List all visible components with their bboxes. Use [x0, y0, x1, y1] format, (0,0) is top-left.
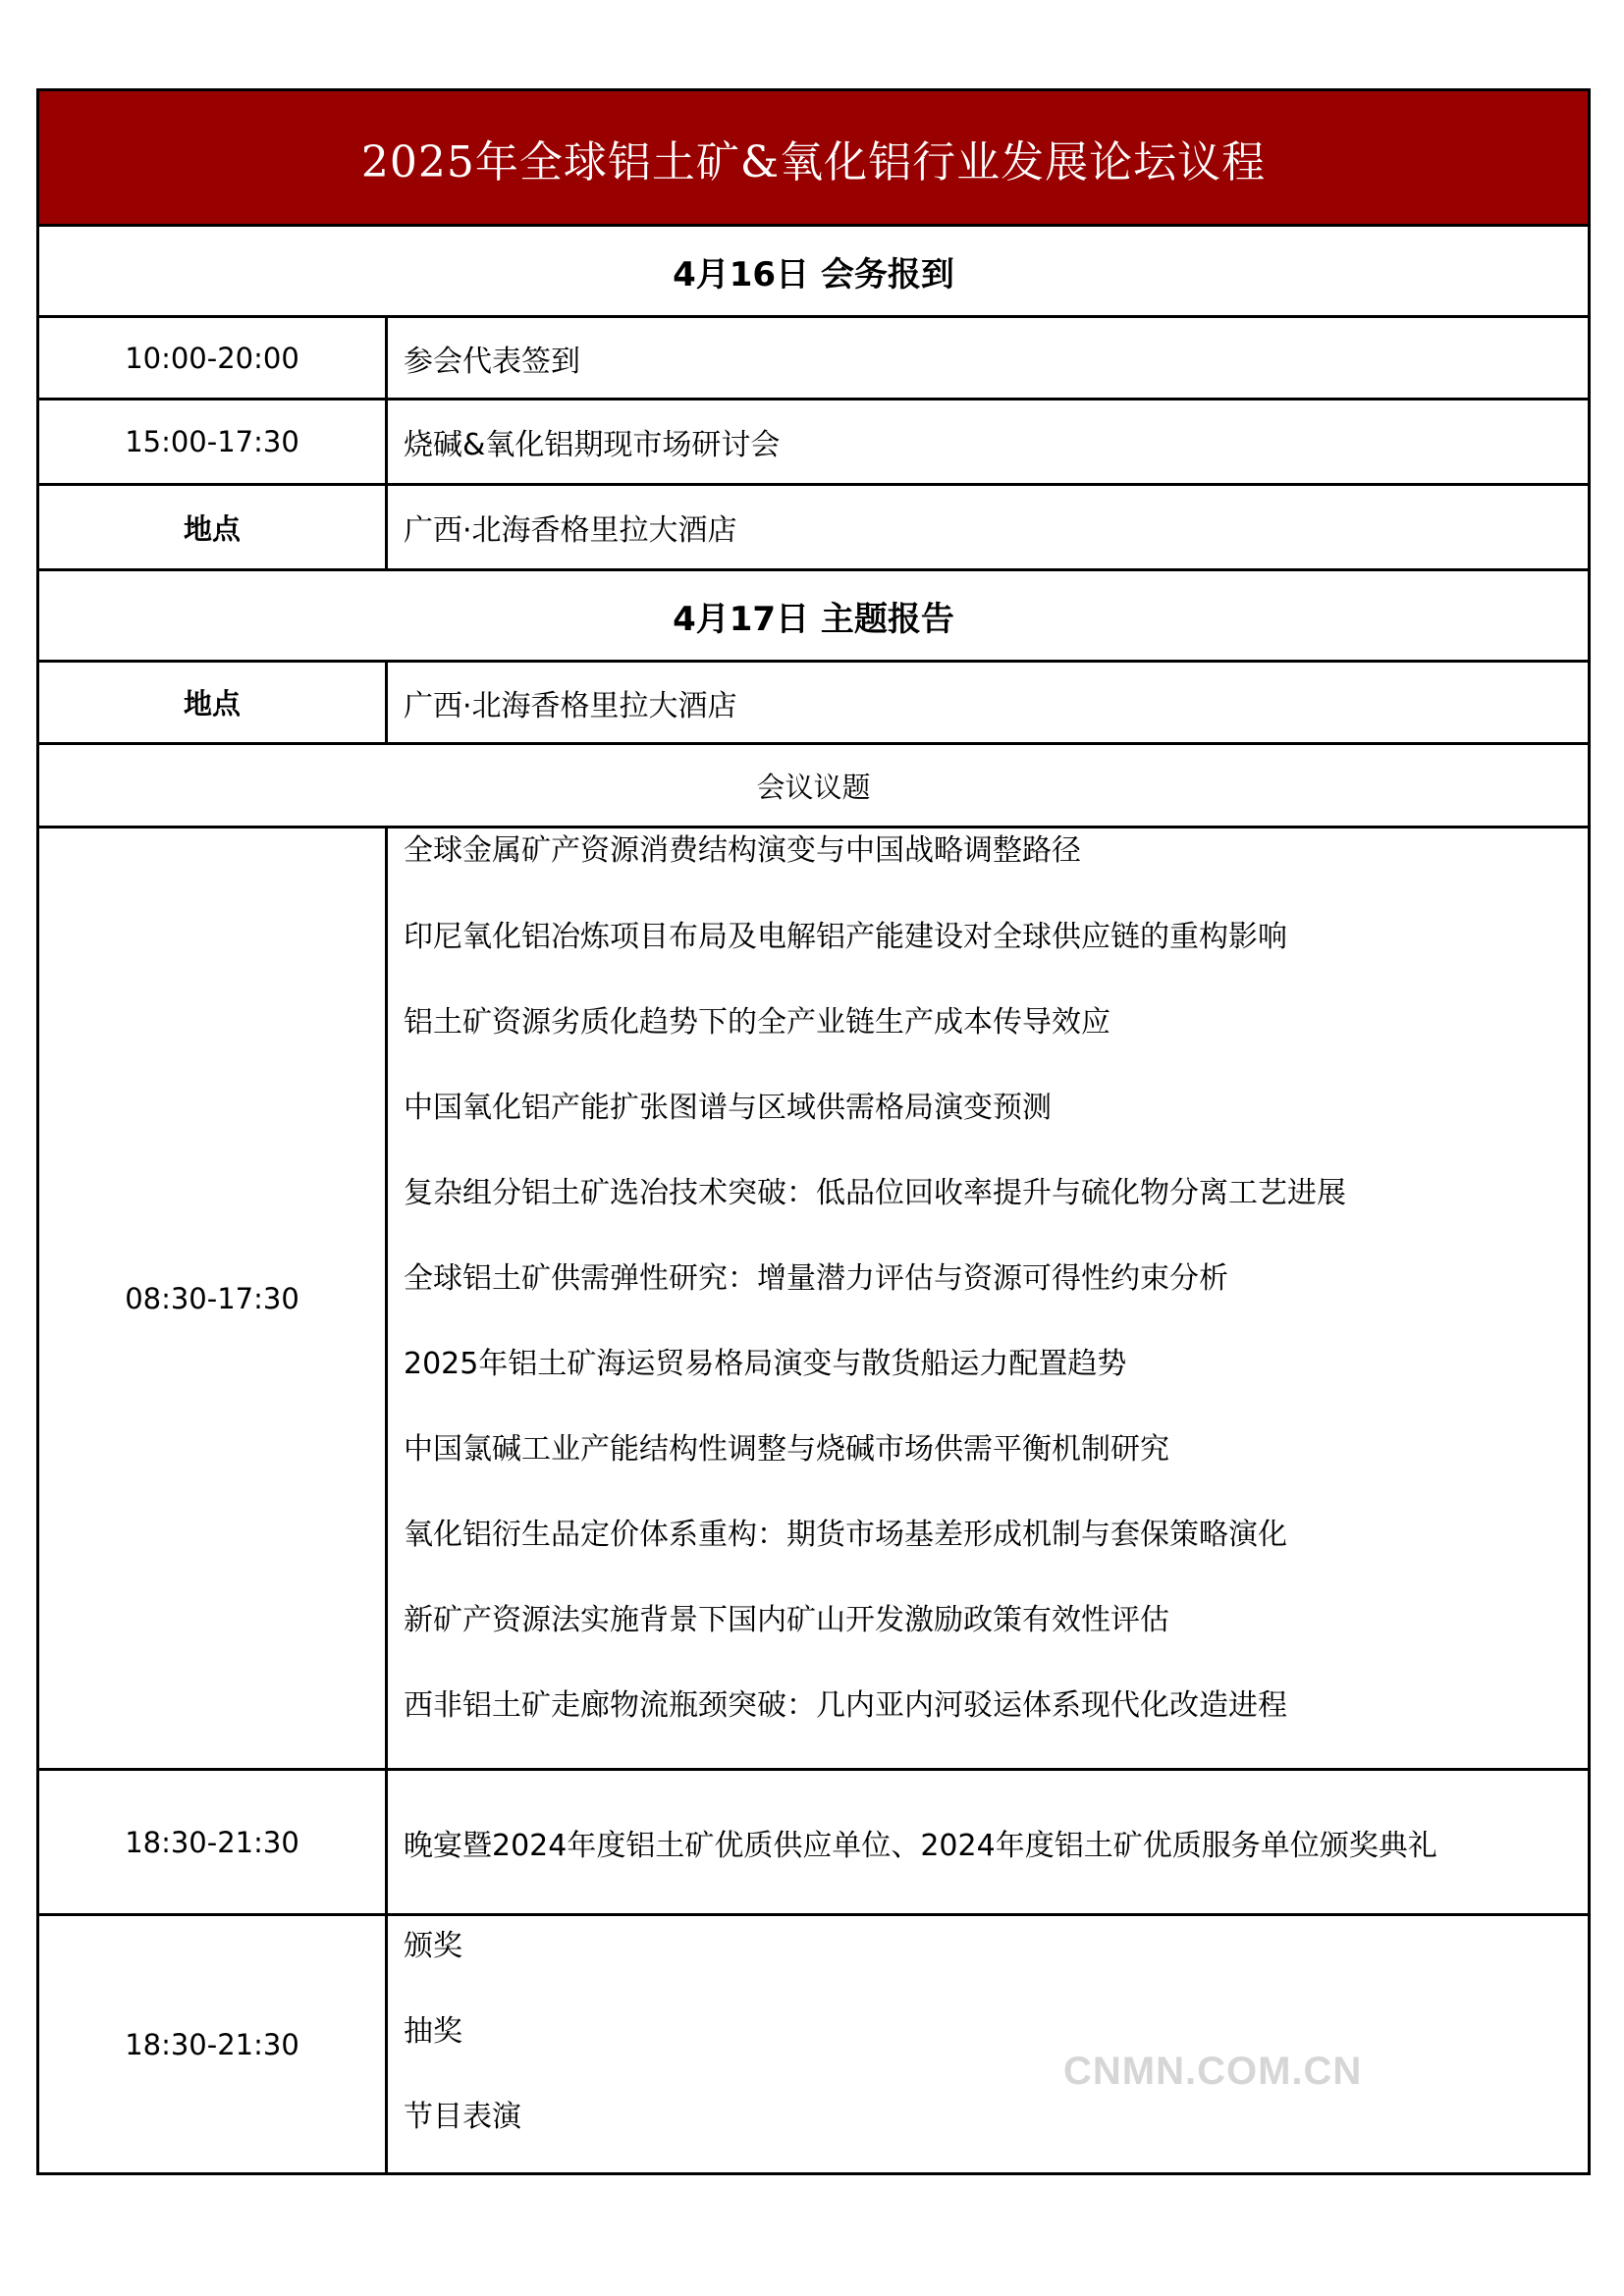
day1-venue: 广西·北海香格里拉大酒店 [387, 485, 1590, 570]
topic-item: 氧化铝衍生品定价体系重构：期货市场基差形成机制与套保策略演化 [404, 1518, 1287, 1552]
banquet-content: 晚宴暨2024年度铝土矿优质供应单位、2024年度铝土矿优质服务单位颁奖典礼 [387, 1770, 1590, 1915]
program-item: 颁奖 [404, 1929, 462, 1963]
program-item: 节目表演 [404, 2100, 521, 2134]
session-time: 08:30-17:30 [38, 828, 387, 1770]
topic-item: 复杂组分铝土矿选冶技术突破：低品位回收率提升与硫化物分离工艺进展 [404, 1176, 1346, 1210]
day1-header: 4月16日 会务报到 [38, 226, 1590, 317]
topic-item: 铝土矿资源劣质化趋势下的全产业链生产成本传导效应 [404, 1005, 1110, 1040]
topic-item: 中国氧化铝产能扩张图谱与区域供需格局演变预测 [404, 1091, 1052, 1125]
day1-row1-content: 参会代表签到 [387, 317, 1590, 400]
day2-venue: 广西·北海香格里拉大酒店 [387, 662, 1590, 744]
agenda-table [36, 88, 1591, 2175]
topics-cell [387, 828, 1590, 1770]
agenda-page [36, 88, 1588, 2175]
banquet-time: 18:30-21:30 [38, 1770, 387, 1915]
site-watermark: CNMN.COM.CN [1063, 2050, 1363, 2093]
program-item: 抽奖 [404, 2014, 462, 2049]
topic-item: 全球铝土矿供需弹性研究：增量潜力评估与资源可得性约束分析 [404, 1261, 1228, 1296]
day1-row2-time: 15:00-17:30 [38, 400, 387, 485]
day1-venue-label: 地点 [38, 485, 387, 570]
topic-item: 新矿产资源法实施背景下国内矿山开发激励政策有效性评估 [404, 1603, 1169, 1637]
topic-list [388, 828, 1588, 1768]
topic-item: 西非铝土矿走廊物流瓶颈突破：几内亚内河驳运体系现代化改造进程 [404, 1688, 1287, 1723]
topic-item: 印尼氧化铝冶炼项目布局及电解铝产能建设对全球供应链的重构影响 [404, 920, 1287, 954]
day1-row2-content: 烧碱&氧化铝期现市场研讨会 [387, 400, 1590, 485]
program-cell [387, 1915, 1590, 2174]
day2-header: 4月17日 主题报告 [38, 570, 1590, 662]
program-list [388, 1916, 1588, 2172]
day2-venue-label: 地点 [38, 662, 387, 744]
topic-item: 中国氯碱工业产能结构性调整与烧碱市场供需平衡机制研究 [404, 1432, 1169, 1467]
topic-item: 全球金属矿产资源消费结构演变与中国战略调整路径 [404, 833, 1081, 868]
program-time: 18:30-21:30 [38, 1915, 387, 2174]
agenda-title: 2025年全球铝土矿&氧化铝行业发展论坛议程 [38, 90, 1590, 226]
topic-item: 2025年铝土矿海运贸易格局演变与散货船运力配置趋势 [404, 1347, 1127, 1381]
day1-row1-time: 10:00-20:00 [38, 317, 387, 400]
topics-subheader: 会议议题 [38, 744, 1590, 828]
